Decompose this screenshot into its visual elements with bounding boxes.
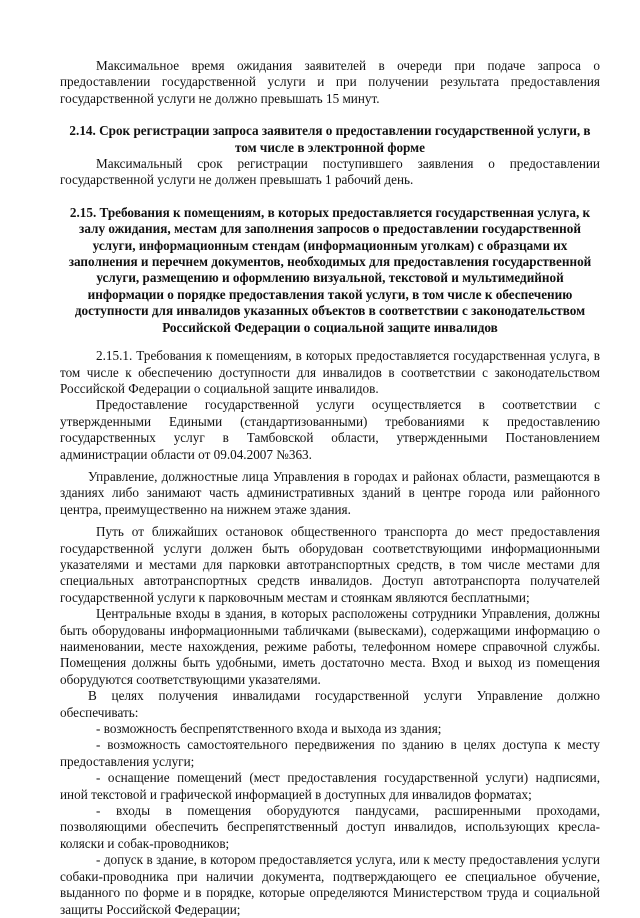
paragraph-2-15-1: 2.15.1. Требования к помещениям, в которых предоставляется государственная услуга, в том числе к обеспечению доступности для инвалидов в соответствии с законодательством Российской Федерации о социальной защите инвалидов. xyxy=(60,348,600,396)
paragraph-transport: Путь от ближайших остановок общественного транспорта до мест предоставления государственной услуги должен быть оборудован соответствующими информационными указателями и местами для парковки автотранспортных средств, в том числе местами для специальных автотранспортных средств инвалидов. Доступ автотранспорта получателей государственной услуги к парковочным местам и стоянкам являются бесплатными; xyxy=(60,524,600,605)
list-item: - входы в помещения оборудуются пандусами, расширенными проходами, позволяющими обеспечить беспрепятственный доступ инвалидов, использующих кресла-коляски и собак-проводников; xyxy=(60,803,600,851)
intro-paragraph: Максимальное время ожидания заявителей в очереди при подаче запроса о предоставлении государственной услуги и при получении результата предоставления государственной услуги не должно превышать 15 минут. xyxy=(60,58,600,106)
list-item: - допуск в здание, в котором предоставляется услуга, или к месту предоставления услуги собаки-проводника при наличии документа, подтверждающего ее специальное обучение, выданного по форме и в порядке, которые определяются Министерством труда и социальной защиты Российской Федерации; xyxy=(60,852,600,917)
paragraph-entrances: Центральные входы в здания, в которых расположены сотрудники Управления, должны быть оборудованы информационными табличками (вывесками), содержащими информацию о наименовании, месте нахождения, режиме работы, телефонном номере справочной службы. Помещения должны быть удобными, иметь достаточно места. Вход и выход из помещения оборудуются соответствующими указателями. xyxy=(60,606,600,687)
list-item: - оснащение помещений (мест предоставления государственной услуги) надписями, иной текстовой и графической информацией в доступных для инвалидов форматах; xyxy=(60,770,600,802)
section-2-15-heading: 2.15. Требования к помещениям, в которых предоставляется государственная услуга, к залу ожидания, местам для заполнения запросов о предоставлении государственной услуги, информационным стендам (информационным уголкам) с образцами их заполнения и перечнем документов, необходимых для предоставления государственной услуги, размещению и оформлению визуальной, текстовой и мультимедийной информации о порядке предоставления такой услуги, в том числе к обеспечению доступности для инвалидов указанных объектов в соответствии с законодательством Российской Федерации о социальной защите инвалидов xyxy=(68,204,592,335)
document-page xyxy=(60,58,600,918)
list-item: - возможность самостоятельного передвижения по зданию в целях доступа к месту предоставления услуги; xyxy=(60,737,600,769)
paragraph-standards: Предоставление государственной услуги осуществляется в соответствии с утвержденными Едиными (стандартизованными) требованиями к предоставлению государственных услуг в Тамбовской области, утвержденными Постановлением администрации области от 09.04.2007 №363. xyxy=(60,397,600,462)
paragraph-disabled-intro: В целях получения инвалидами государственной услуги Управление должно обеспечивать: xyxy=(60,688,600,720)
list-item: - возможность беспрепятственного входа и выхода из здания; xyxy=(96,721,442,737)
section-2-14-text: Максимальный срок регистрации поступившего заявления о предоставлении государственной услуги не должен превышать 1 рабочий день. xyxy=(60,156,600,188)
paragraph-location: Управление, должностные лица Управления в городах и районах области, размещаются в зданиях либо занимают часть административных зданий в центре города или районного центра, преимущественно на нижнем этаже здания. xyxy=(60,468,600,517)
section-2-14-heading: 2.14. Срок регистрации запроса заявителя о предоставлении государственной услуги, в том числе в электронной форме xyxy=(69,123,591,155)
